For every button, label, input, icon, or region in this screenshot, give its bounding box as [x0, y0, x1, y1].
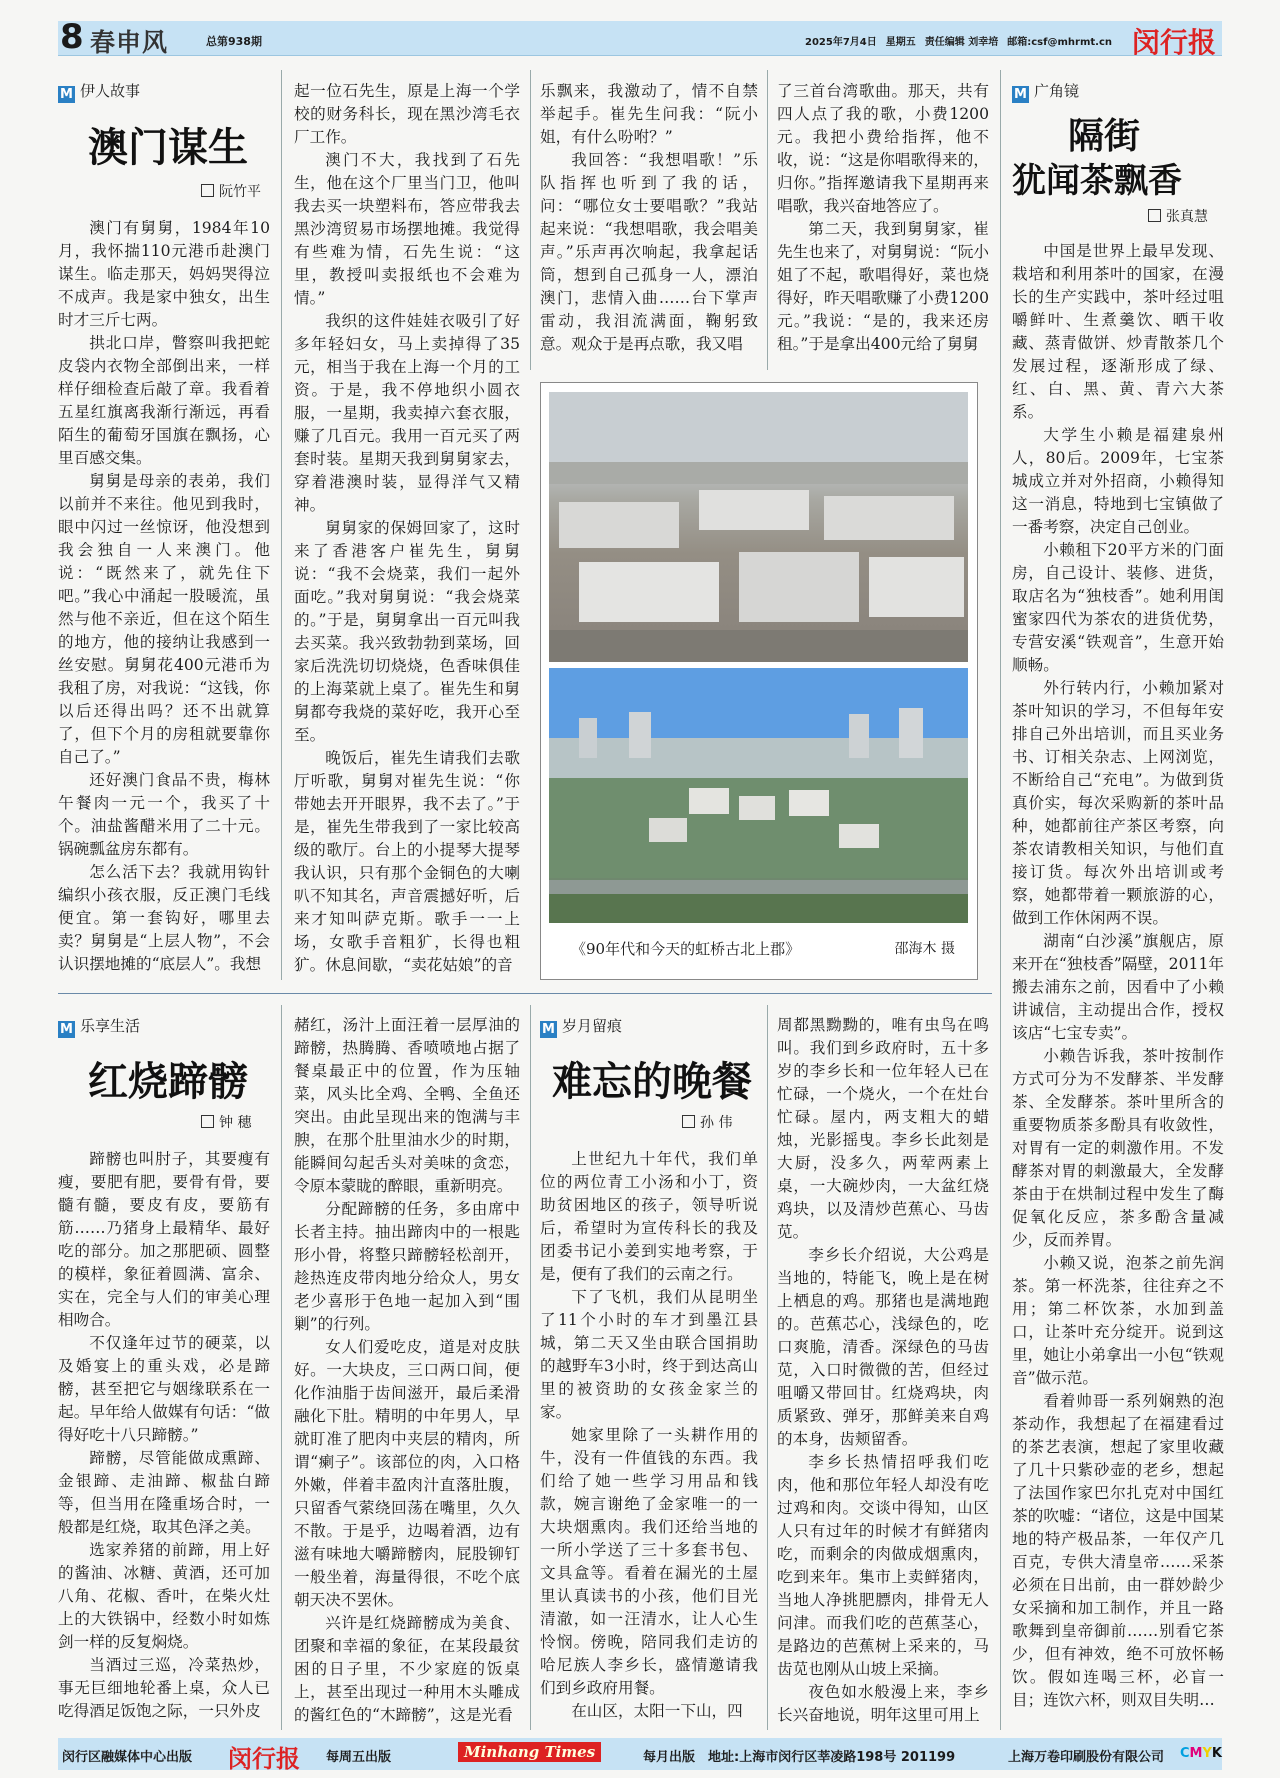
- column-rule: [530, 1005, 531, 1730]
- article-paragraph: 第二天，我到舅舅家，崔先生也来了，对舅舅说：“阮小姐了不起，歌唱得好，菜也烧得好，昨天唱歌赚了小费1200元。”我说：“是的，我来还房租。”于是拿出400元给了舅舅: [777, 220, 989, 353]
- weekday: 星期五: [885, 37, 916, 48]
- article-paragraph: 起一位石先生，原是上海一个学校的财务科长，现在黑沙湾毛衣厂工作。: [294, 82, 520, 146]
- article-title-line1: 隔街: [1068, 115, 1141, 157]
- frequency: 每周五出版: [326, 1750, 392, 1765]
- square-icon: [1148, 209, 1161, 222]
- article-paragraph: 她家里除了一头耕作用的牛，没有一件值钱的东西。我们给了她一些学习用品和钱款，婉言谢绝了金家唯一的一大块烟熏肉。我们还给当地的一所小学送了三十多套书包、文具盒等。看着在漏光的土屋里认真读书的小孩，他们目光清澈，如一汪清水，让人心生怜悯。傍晚，陪同我们走访的哈尼族人李乡长，盛情邀请我们到乡政府用餐。: [540, 1426, 758, 1697]
- column-rule: [281, 1005, 282, 1730]
- photo-block: [540, 382, 978, 980]
- byline: [1148, 206, 1208, 226]
- column-rule: [1000, 70, 1001, 1730]
- article-paragraph: 小赖又说，泡茶之前先润茶。第一杯洗茶，往往弃之不用；第二杯饮茶，水加到盖口，让茶叶充分绽开。说到这里，她让小弟拿出一小包“铁观音”做示范。: [1012, 1254, 1224, 1387]
- author: 孙 伟: [700, 1115, 733, 1131]
- column-name: 伊人故事: [80, 82, 141, 100]
- article-paragraph: 中国是世界上最早发现、栽培和利用茶叶的国家，在漫长的生产实践中，茶叶经过咀嚼鲜叶、生煮羹饮、晒干收藏、蒸青做饼、炒青散茶几个发展过程，逐渐形成了绿、红、白、黑、黄、青六大茶系。: [1012, 242, 1224, 421]
- article-paragraph: 大学生小赖是福建泉州人，80后。2009年，七宝茶城成立并对外招商，小赖得知这一消息，特地到七宝镇做了一番考察，决定自己创业。: [1012, 426, 1224, 536]
- article-column: [777, 1014, 989, 1730]
- article-column: [1012, 240, 1224, 1730]
- printer: 上海万卷印刷股份有限公司: [1008, 1750, 1165, 1765]
- header-info: [796, 33, 1112, 48]
- photo-caption: 《90年代和今天的虹桥古北上郡》: [571, 940, 801, 958]
- article-column: [58, 1148, 270, 1730]
- article-paragraph: 澳门有舅舅，1984年10月，我怀揣110元港币赴澳门谋生。临走那天，妈妈哭得泣不成声。我是家中独女，出生时才三斤七两。: [58, 219, 270, 329]
- article-paragraph: 我织的这件娃娃衣吸引了好多年轻妇女，马上卖掉得了35元，相当于我在上海一个月的工资。于是，我不停地织小圆衣服，一星期，我卖掉六套衣服，赚了几百元。我用一百元买了两套时装。星期天我到舅舅家去，穿着港澳时装，显得洋气又精神。: [294, 312, 520, 514]
- column-rule: [530, 70, 531, 370]
- article-paragraph: 还好澳门食品不贵，梅林午餐肉一元一个，我买了十个。油盐酱醋米用了二十元。锅碗瓢盆房东都有。: [58, 771, 270, 858]
- article-paragraph: 不仅逢年过节的硬菜，以及婚宴上的重头戏，必是蹄髈，甚至把它与姻缘联系在一起。早年给人做媒有句话：“做得好吃十八只蹄髈。”: [58, 1334, 270, 1444]
- author: 张真慧: [1166, 209, 1208, 225]
- article-paragraph: 女人们爱吃皮，道是对皮肤好。一大块皮，三口两口间，便化作油脂于齿间滋开，最后柔滑融化下肚。精明的中年男人，早就盯准了肥肉中夹层的精肉，所谓“瘌子”。该部位的肉，入口格外嫩，伴着丰盈肉汁直落肚腹，只留香气萦绕回荡在嘴里，久久不散。于是乎，边喝着酒，边有滋有味地大嚼蹄髈肉，屁股铆钉一般坐着，海量得很，不吃个底朝天决不罢休。: [294, 1338, 520, 1609]
- article-paragraph: 了三首台湾歌曲。那天，共有四人点了我的歌，小费1200元。我把小费给指挥，他不收，说：“这是你唱歌得来的，归你。”指挥邀请我下星期再来唱歌，我兴奋地答应了。: [777, 82, 989, 215]
- article-paragraph: 夜色如水般漫上来，李乡长兴奋地说，明年这里可用上: [777, 1683, 989, 1724]
- article-paragraph: 李乡长介绍说，大公鸡是当地的，特能飞，晚上是在树上栖息的鸡。那猪也是满地跑的。芭蕉芯心，浅绿色的，吃口爽脆，清香。深绿色的马齿苋，入口时微微的苦，但经过咀嚼又带回甘。红烧鸡块，肉质紧致、弹牙，那鲜美来自鸡的本身，齿颊留香。: [777, 1246, 989, 1448]
- article-title: 红烧蹄髈: [88, 1058, 248, 1105]
- column-rule: [767, 1005, 768, 1730]
- m-badge-icon: M: [58, 1021, 75, 1038]
- article-column: [540, 1148, 758, 1730]
- byline: [682, 1112, 732, 1132]
- article-paragraph: 拱北口岸，瞥察叫我把蛇皮袋内衣物全部倒出来，一样样仔细检查后敲了章。我看着五星红旗离我渐行渐远，再看陌生的葡萄牙国旗在飘扬，心里百感交集。: [58, 334, 270, 467]
- author: 阮竹平: [219, 184, 261, 200]
- aerial-photo-today: [549, 668, 968, 923]
- article-paragraph: 舅舅是母亲的表弟，我们以前并不来往。他见到我时，眼中闪过一丝惊讶，他没想到我会独自一人来澳门。他说：“既然来了，就先住下吧。”我心中涌起一股暖流，虽然与他不亲近，但在这个陌生的地方，他的接纳让我感到一丝安慰。舅舅花400元港币为我租了房，对我说：“这钱，你以后还得出吗？还不出就算了，但下个月的房租就要靠你自己了。”: [58, 472, 270, 766]
- page-footer: [58, 1738, 1222, 1773]
- photo-credit: 邵海木 摄: [894, 941, 955, 957]
- article-column: [294, 1014, 520, 1730]
- column-name: 乐享生活: [80, 1017, 141, 1035]
- article-paragraph: 下了飞机，我们从昆明坐了11个小时的车才到墨江县城，第二天又坐由联合国捐助的越野车3小时，终于到达高山里的被资助的女孩金家兰的家。: [540, 1288, 758, 1421]
- article-paragraph: 湖南“白沙溪”旗舰店，原来开在“独枝香”隔壁，2011年搬去浦东之前，因看中了小赖讲诚信，主动提出合作，授权该店“七宝专卖”。: [1012, 932, 1224, 1042]
- monthly: 每月出版: [643, 1750, 696, 1765]
- column-label: [1012, 80, 1079, 103]
- article-title: 难忘的晚餐: [552, 1058, 752, 1105]
- section-name: 春申风: [90, 28, 169, 57]
- m-badge-icon: M: [1012, 86, 1029, 103]
- article-paragraph: 分配蹄髈的任务，多由席中长者主持。抽出蹄肉中的一根匙形小骨，将整只蹄髈轻松剖开，趁热连皮带肉地分给众人，男女老少喜形于色地一起加入到“围剿”的行列。: [294, 1200, 520, 1333]
- square-icon: [201, 1115, 214, 1128]
- article-paragraph: 蹄髈，尽管能做成熏蹄、金银蹄、走油蹄、椒盐白蹄等，但当用在隆重场合时，一般都是红烧，取其色泽之美。: [58, 1449, 270, 1536]
- address: 地址:上海市闵行区莘凌路198号 201199: [708, 1750, 956, 1765]
- issue-date: 2025年7月4日: [805, 37, 877, 48]
- article-paragraph: 看着帅哥一系列娴熟的泡茶动作，我想起了在福建看过的茶艺表演，想起了家里收藏了几十只紫砂壶的老乡，想起了法国作家巴尔扎克对中国红茶的吹嘘：“诸位，这是中国某地的特产极品茶，一年仅产几百克，专供大清皇帝……采茶必须在日出前，由一群妙龄少女采摘和加工制作，并且一路歌舞到皇帝御前……别看它茶少，但有神效，绝不可放怀畅饮。假如连喝三杯，必盲一目；连饮六杯，则双目失明…: [1012, 1392, 1224, 1709]
- article-column: [540, 80, 758, 368]
- issue-number: 总第938期: [206, 35, 262, 48]
- page-header: [58, 17, 1222, 59]
- article-paragraph: 蹄髈也叫肘子，其要瘦有瘦，要肥有肥，要骨有骨，要髓有髓，要皮有皮，要筋有筋……乃猪身上最精华、最好吃的部分。加之那肥硕、圆整的模样，象征着圆满、富余、实在，完全与人们的审美心理相吻合。: [58, 1150, 270, 1329]
- article-paragraph: 怎么活下去？我就用钩针编织小孩衣服，反正澳门毛线便宜。第一套钩好，哪里去卖？舅舅是“上层人物”，不会认识摆地摊的“底层人”。我想: [58, 863, 270, 973]
- article-paragraph: 上世纪九十年代，我们单位的两位青工小汤和小丁，资助贫困地区的孩子，领导听说后，希望时为宣传科长的我及团委书记小姜到实地考察，于是，便有了我们的云南之行。: [540, 1150, 758, 1283]
- column-name: 广角镜: [1034, 82, 1080, 100]
- article-paragraph: 小赖租下20平方米的门面房，自己设计、装修、进货，取店名为“独枝香”。她利用闺蜜家四代为茶农的进货优势，专营安溪“铁观音”，生意开始顺畅。: [1012, 541, 1224, 674]
- byline: [201, 181, 261, 201]
- m-badge-icon: M: [58, 86, 75, 103]
- author: 钟 穗: [219, 1115, 252, 1131]
- square-icon: [201, 184, 214, 197]
- column-label: [540, 1015, 622, 1038]
- article-column: [58, 217, 270, 980]
- article-paragraph: 舅舅家的保姆回家了，这时来了香港客户崔先生，舅舅说：“我不会烧菜，我们一起外面吃。”我对舅舅说：“我会烧菜的。”于是，舅舅拿出一百元叫我去买菜。我兴致勃勃到菜场，回家后洗洗切切烧烧，色香味俱佳的上海菜就上桌了。崔先生和舅舅都夸我烧的菜好吃，我开心至至。: [294, 519, 520, 744]
- column-rule: [767, 70, 768, 370]
- article-column: [294, 80, 520, 980]
- article-paragraph: 选家养猪的前蹄，用上好的酱油、冰糖、黄酒，还可加八角、花椒、香叶，在柴火灶上的大铁锅中，经数小时如炼剑一样的反复焖烧。: [58, 1541, 270, 1651]
- newspaper-logo: 闵行报: [1131, 26, 1216, 59]
- publisher: 闵行区融媒体中心出版: [62, 1750, 193, 1765]
- column-rule: [281, 70, 282, 980]
- section-divider: [58, 993, 992, 994]
- article-title: 澳门谋生: [88, 124, 248, 171]
- article-paragraph: 周都黑黝黝的，唯有虫鸟在鸣叫。我们到乡政府时，五十多岁的李乡长和一位年轻人已在忙碌，一个烧火，一个在灶台忙碌。屋内，两支粗大的蜡烛，光影摇曳。李乡长此刻是大厨，没多久，两荤两素上桌，一大碗炒肉，一大盆红烧鸡块，以及清炒芭蕉心、马齿苋。: [777, 1016, 989, 1241]
- en-logo: Minhang Times: [458, 1742, 601, 1762]
- column-label: [58, 80, 140, 103]
- article-paragraph: 澳门不大，我找到了石先生，他在这个厂里当门卫，他叫我去买一块塑料布，答应带我去黑沙湾贸易市场摆地摊。我觉得有些难为情，石先生说：“这里，教授叫卖报纸也不会难为情。”: [294, 151, 520, 307]
- article-paragraph: 当酒过三巡，冷菜热炒，事无巨细地轮番上桌，众人已吃得酒足饭饱之际，一只外皮: [58, 1656, 270, 1720]
- footer-logo: 闵行报: [228, 1744, 300, 1773]
- article-title-line2: 犹闻茶飘香: [1012, 161, 1182, 201]
- editor: 责任编辑 刘幸培: [924, 37, 999, 48]
- m-badge-icon: M: [540, 1021, 557, 1038]
- email: 邮箱:csf@mhrmt.cn: [1007, 37, 1112, 48]
- article-paragraph: 赭红，汤汁上面汪着一层厚油的蹄髈，热腾腾、香喷喷地占据了餐桌最正中的位置，作为压轴菜，风头比全鸡、全鸭、全鱼还突出。由此呈现出来的饱满与丰腴，在那个肚里油水少的时期，能瞬间勾起舌头对美味的贪恋，令原本蒙眬的醉眼，重新明亮。: [294, 1016, 520, 1195]
- article-paragraph: 乐飘来，我激动了，情不自禁举起手。崔先生问我：“阮小姐，有什么吩咐？”: [540, 82, 758, 146]
- rooftops-illustration: [549, 392, 968, 662]
- aerial-photo-1990s: [549, 392, 968, 662]
- article-paragraph: 小赖告诉我，茶叶按制作方式可分为不发酵茶、半发酵茶、全发酵茶。茶叶里所含的重要物质茶多酚具有收敛性，对胃有一定的刺激作用。不发酵茶对胃的刺激最大，全发酵茶由于在烘制过程中发生了酶促氧化反应，茶多酚含量减少，反而养胃。: [1012, 1047, 1224, 1249]
- article-paragraph: 兴许是红烧蹄髈成为美食、团聚和幸福的象征，在某段最贫困的日子里，不少家庭的饭桌上，甚至出现过一种用木头雕成的酱红色的“木蹄髈”，这是光看: [294, 1614, 520, 1724]
- byline: [201, 1112, 251, 1132]
- article-column: [777, 80, 989, 368]
- page-number: 8: [60, 17, 84, 57]
- article-paragraph: 我回答：“我想唱歌！”乐队指挥也听到了我的话，问：“哪位女士要唱歌？”我站起来说：“我想唱歌，我会唱美声。”乐声再次响起，我拿起话筒，想到自己孤身一人，漂泊澳门，悲情入曲……台下掌声雷动，我泪流满面，鞠躬致意。观众于是再点歌，我又唱: [540, 151, 758, 353]
- cityscape-illustration: [549, 668, 968, 923]
- cmyk-mark: CMYK: [1180, 1746, 1222, 1761]
- article-paragraph: 晚饭后，崔先生请我们去歌厅听歌，舅舅对崔先生说：“你带她去开开眼界，我不去了。”于是，崔先生带我到了一家比较高级的歌厅。台上的小提琴大提琴我认识，只有那个金铜色的大喇叭不知其名，声音震撼好听，后来才知叫萨克斯。歌手一一上场，女歌手音粗犷，长得也粗犷。休息间歇，“卖花姑娘”的音: [294, 749, 520, 974]
- article-paragraph: 在山区，太阳一下山，四: [571, 1702, 743, 1720]
- article-paragraph: 外行转内行，小赖加紧对茶叶知识的学习，不但每年安排自己外出培训，而且买业务书、订相关杂志、上网浏览，不断给自己“充电”。为做到货真价实，每次采购新的茶叶品种，她都前往产茶区考察，向茶农请教相关知识，与他们直接订货。每次外出培训或考察，她都带着一颗旅游的心，做到工作休闲两不误。: [1012, 679, 1224, 927]
- square-icon: [682, 1115, 695, 1128]
- column-label: [58, 1015, 140, 1038]
- column-name: 岁月留痕: [562, 1017, 623, 1035]
- article-paragraph: 李乡长热情招呼我们吃肉，他和那位年轻人却没有吃过鸡和肉。交谈中得知，山区人只有过年的时候才有鲜猪肉吃，而剩余的肉做成烟熏肉，吃到来年。集市上卖鲜猪肉，当地人净挑肥膘肉，排骨无人问津。而我们吃的芭蕉茎心，是路边的芭蕉树上采来的，马齿苋也刚从山坡上采摘。: [777, 1453, 989, 1678]
